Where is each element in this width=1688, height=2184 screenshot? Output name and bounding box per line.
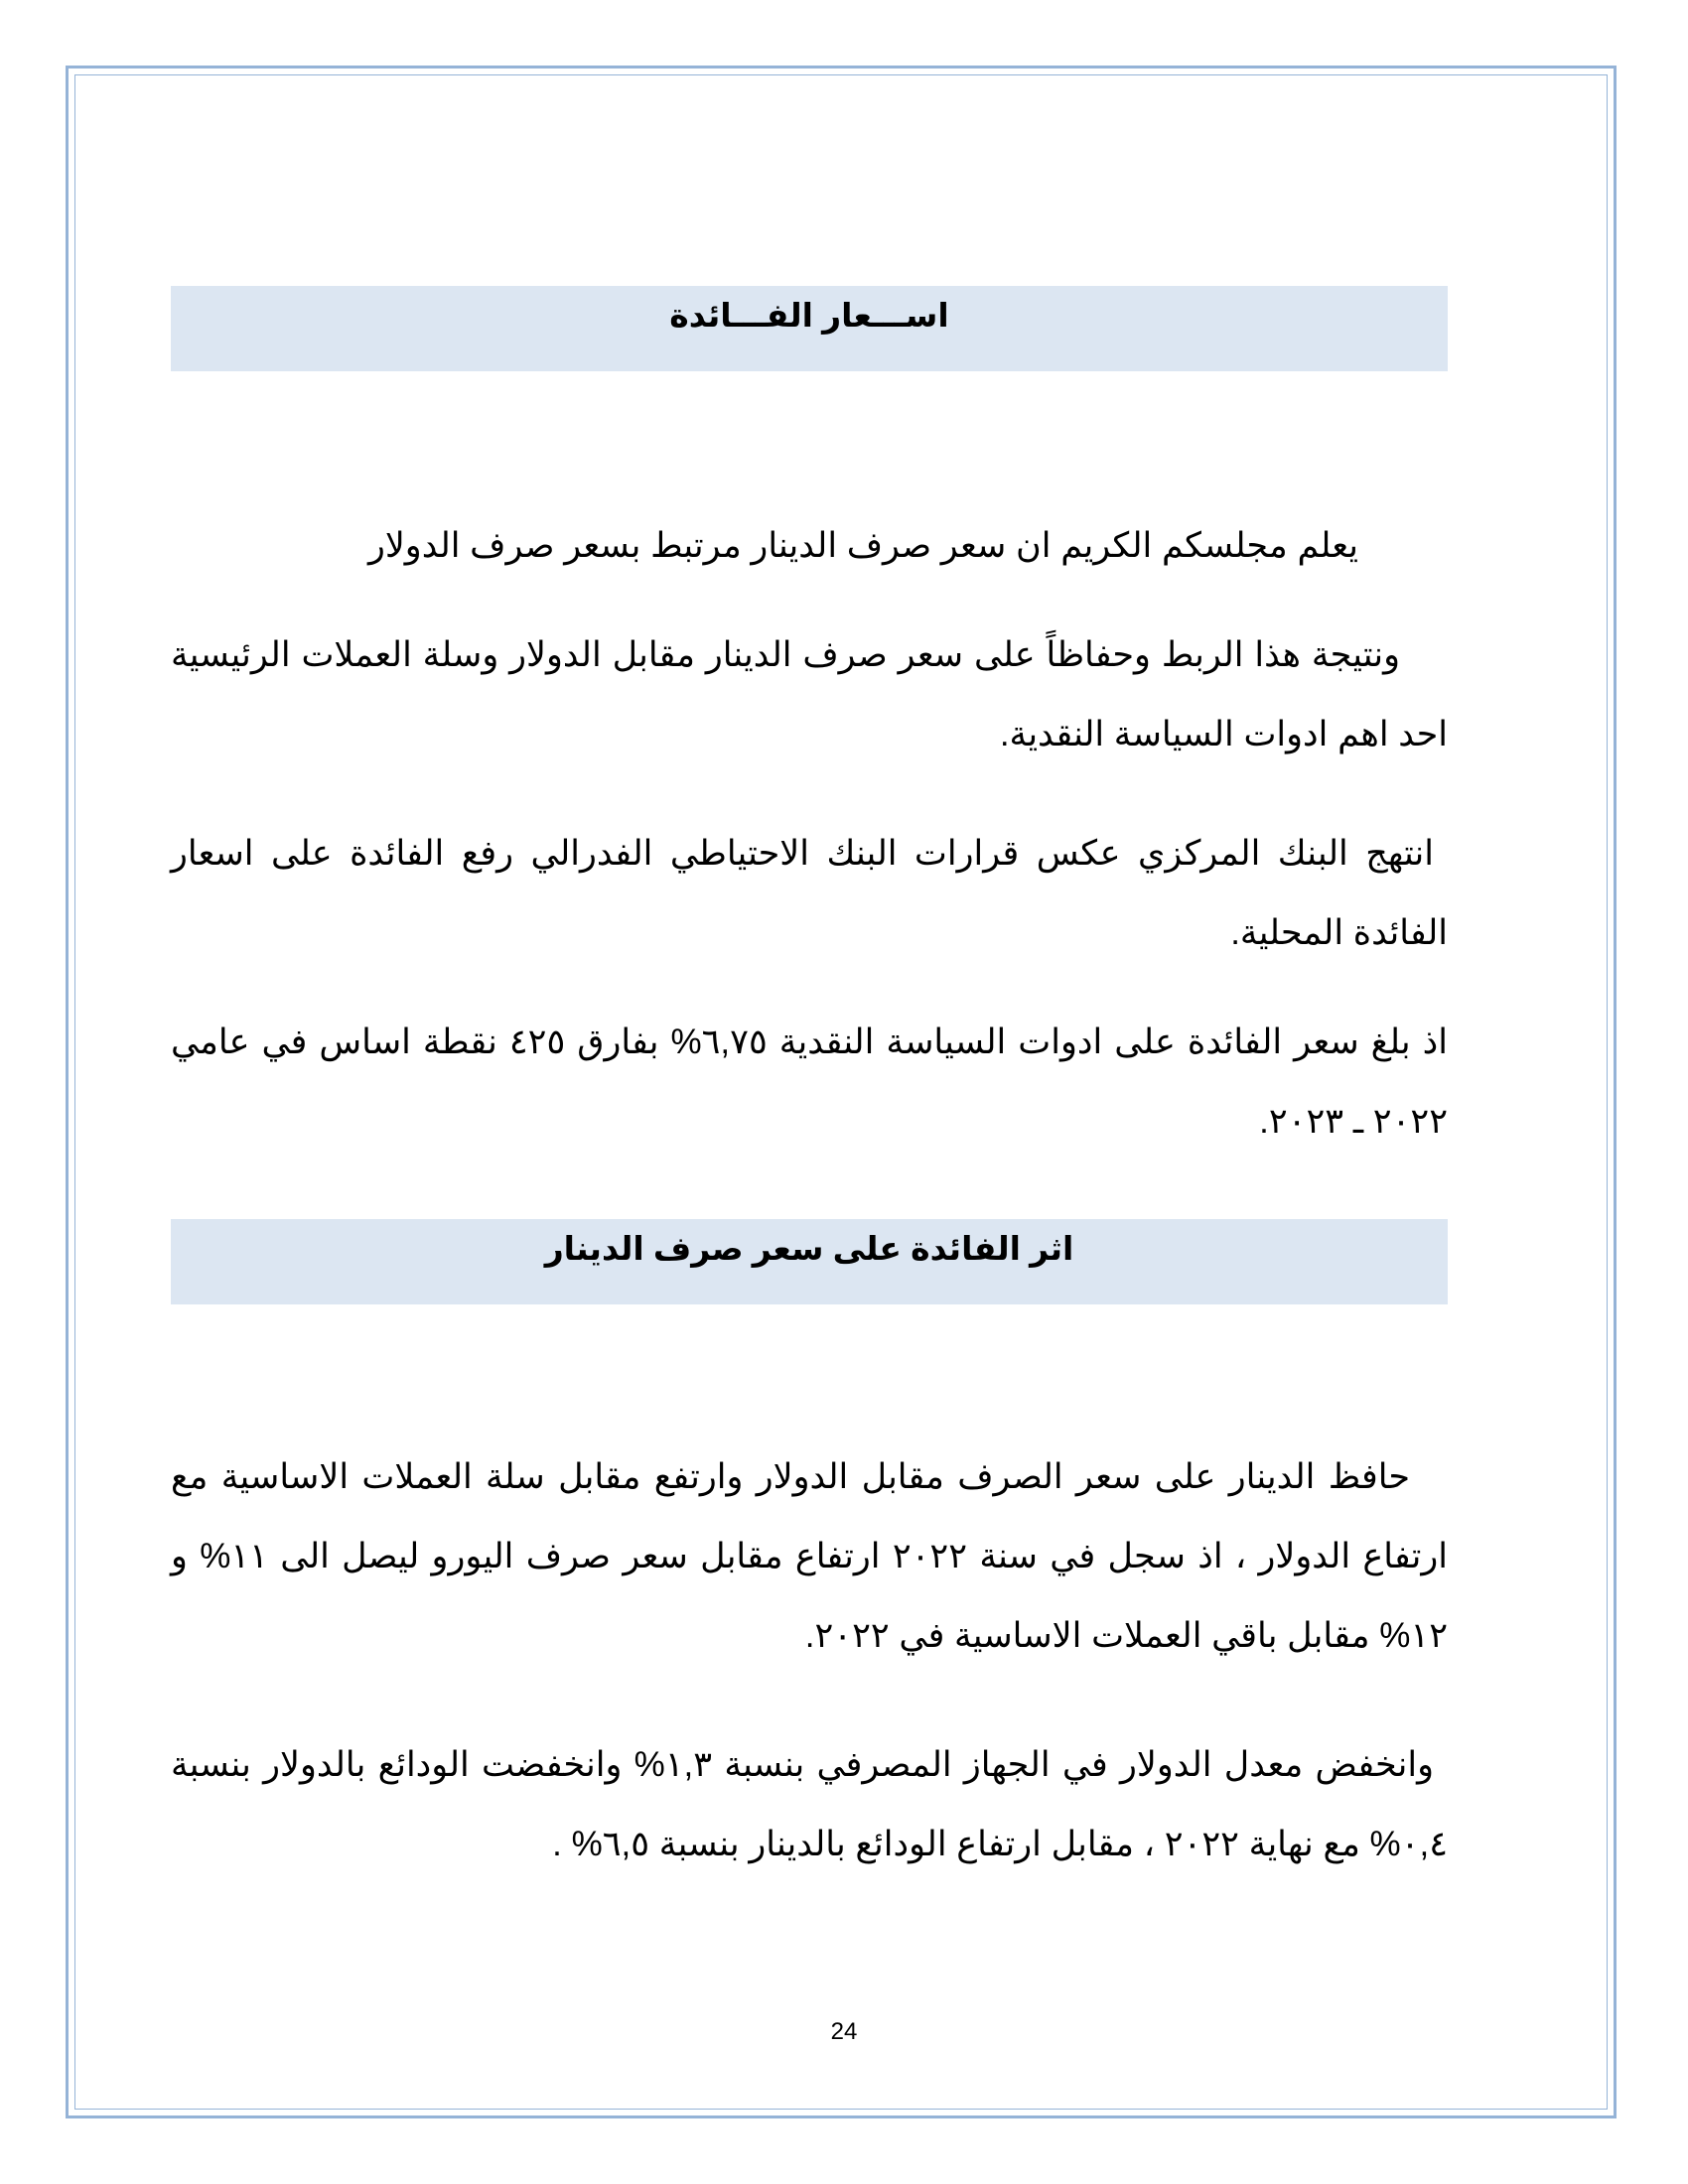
paragraph: وانخفض معدل الدولار في الجهاز المصرفي بنسبة ١,٣% وانخفضت الودائع بالدولار بنسبة ٠,٤% مع نهاية ٢٠٢٢ ، مقابل ارتفاع الودائع بالدينار بنسبة ٦,٥% .: [171, 1745, 1448, 1863]
section-heading-text: اســـعار الفـــائدة: [669, 296, 949, 334]
section-heading-interest-rates: [171, 286, 1448, 371]
section-heading-text: اثر الفائدة على سعر صرف الدينار: [544, 1229, 1074, 1267]
paragraph: انتهج البنك المركزي عكس قرارات البنك الاحتياطي الفدرالي رفع الفائدة على اسعار الفائدة المحلية.: [171, 834, 1448, 952]
paragraph: اذ بلغ سعر الفائدة على ادوات السياسة النقدية ٦,٧٥% بفارق ٤٢٥ نقطة اساس في عامي ٢٠٢٢ ـ ٢٠٢٣.: [171, 1023, 1448, 1141]
section-heading-interest-effect: [171, 1219, 1448, 1304]
page-number: 24: [830, 2018, 858, 2045]
paragraph: ونتيجة هذا الربط وحفاظاً على سعر صرف الدينار مقابل الدولار وسلة العملات الرئيسية احد اهم ادوات السياسة النقدية.: [171, 635, 1448, 753]
paragraph: حافظ الدينار على سعر الصرف مقابل الدولار وارتفع مقابل سلة العملات الاساسية مع ارتفاع الدولار ، اذ سجل في سنة ٢٠٢٢ ارتفاع مقابل سعر صرف اليورو ليصل الى ١١% و ١٢% مقابل باقي العملات الاساسية في ٢٠٢٢.: [171, 1457, 1448, 1655]
paragraph: يعلم مجلسكم الكريم ان سعر صرف الدينار مرتبط بسعر صرف الدولار: [367, 526, 1358, 565]
